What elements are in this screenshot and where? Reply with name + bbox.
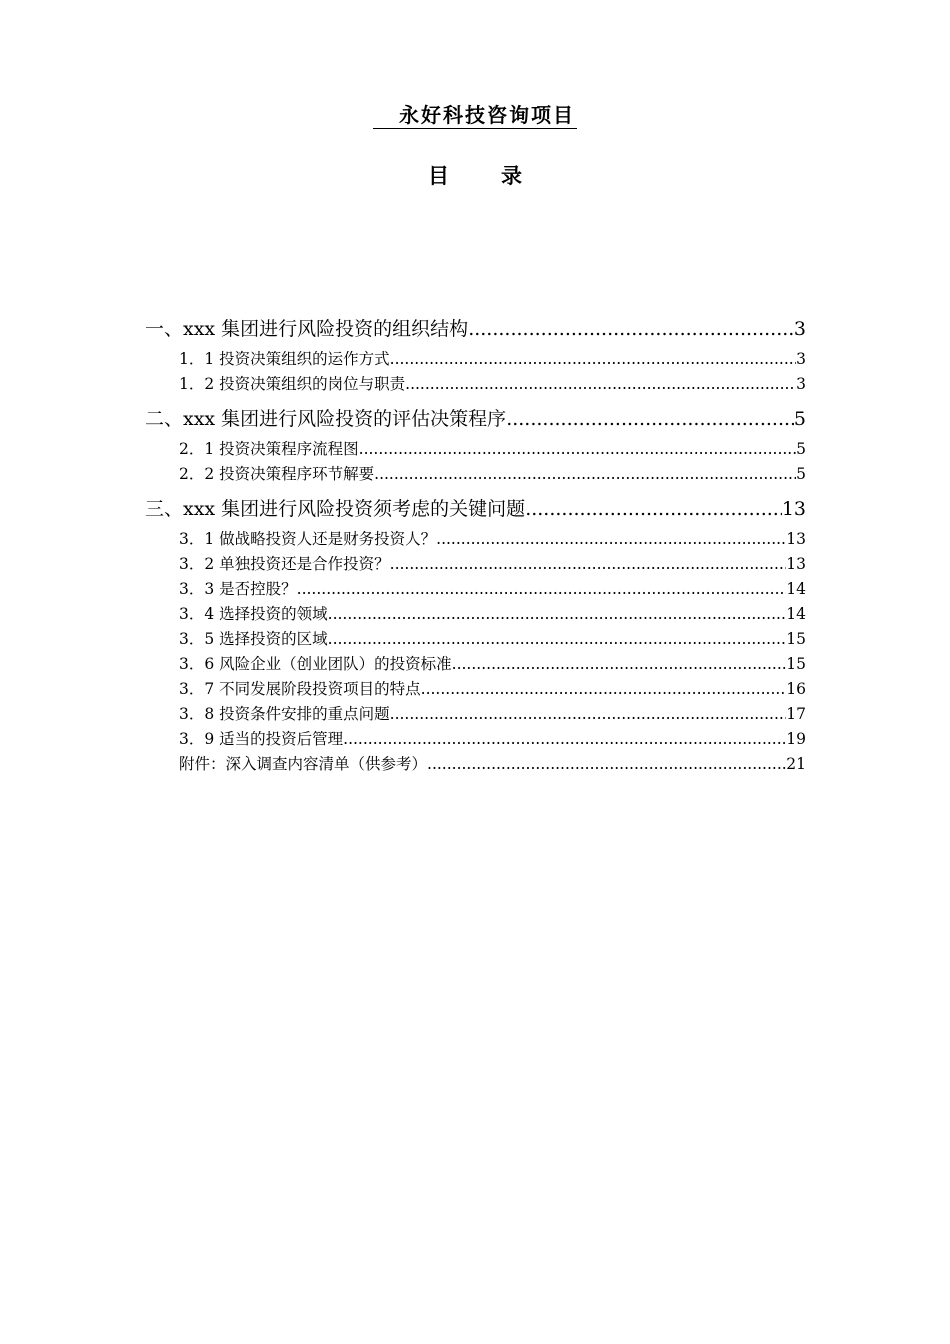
project-title: 永好科技咨询项目 [373,103,577,129]
toc-entry-3-8[interactable] [145,702,806,727]
toc-entry-1-2[interactable] [145,372,806,397]
toc-entry-text: 3．5 选择投资的区域 [179,630,328,648]
toc-leader-dots [525,491,782,527]
toc-entry-section-1[interactable] [145,311,806,347]
toc-entry-2-1[interactable] [145,437,806,462]
toc-leader-dots [328,627,787,652]
toc-entry-text: 一、xxx 集团进行风险投资的组织结构 [145,318,469,340]
toc-entry-appendix[interactable] [145,752,806,777]
toc-entry-3-3[interactable] [145,577,806,602]
toc-entry-3-6[interactable] [145,652,806,677]
toc-leader-dots [359,437,796,462]
toc-page-number: 5 [796,465,806,483]
toc-entry-text: 1．2 投资决策组织的岗位与职责 [179,375,406,393]
toc-page-number: 15 [786,655,806,673]
toc-page-number: 5 [796,440,806,458]
toc-entry-text: 3．8 投资条件安排的重点问题 [179,705,390,723]
toc-entry-text: 三、xxx 集团进行风险投资须考虑的关键问题 [145,498,526,520]
toc-page-number: 17 [786,705,806,723]
toc-entry-3-5[interactable] [145,627,806,652]
toc-leader-dots [405,372,796,397]
toc-entry-section-2[interactable] [145,401,806,437]
toc-page-number: 16 [786,680,806,698]
toc-entry-2-2[interactable] [145,462,806,487]
toc-entry-text: 2．1 投资决策程序流程图 [179,440,359,458]
table-of-contents [145,311,806,777]
toc-page-number: 13 [786,555,806,573]
toc-leader-dots [506,401,794,437]
toc-entry-3-9[interactable] [145,727,806,752]
toc-page-number: 15 [786,630,806,648]
toc-leader-dots [328,602,787,627]
toc-entry-text: 3．9 适当的投资后管理 [179,730,344,748]
toc-entry-section-3[interactable] [145,491,806,527]
toc-entry-text: 附件：深入调查内容清单（供参考） [179,755,428,773]
toc-entry-text: 3．2 单独投资还是合作投资？ [179,555,390,573]
toc-entry-3-7[interactable] [145,677,806,702]
toc-entry-text: 二、xxx 集团进行风险投资的评估决策程序 [145,408,507,430]
toc-entry-text: 3．3 是否控股？ [179,580,297,598]
toc-page-number: 3 [796,375,806,393]
toc-page-number: 13 [781,498,806,520]
toc-entry-text: 2．2 投资决策程序环节解要 [179,465,375,483]
toc-leader-dots [390,347,796,372]
toc-entry-3-2[interactable] [145,552,806,577]
toc-entry-3-4[interactable] [145,602,806,627]
document-header [0,103,950,129]
toc-entry-text: 3．7 不同发展阶段投资项目的特点 [179,680,421,698]
toc-leader-dots [390,552,787,577]
toc-leader-dots [390,702,787,727]
toc-entry-1-1[interactable] [145,347,806,372]
toc-page-number: 5 [793,408,806,430]
toc-entry-3-1[interactable] [145,527,806,552]
toc-entry-text: 1．1 投资决策组织的运作方式 [179,350,390,368]
toc-heading: 目录 [428,164,574,188]
toc-page-number: 3 [793,318,806,340]
toc-page-number: 19 [786,730,806,748]
toc-leader-dots [343,727,786,752]
toc-page-number: 14 [786,605,806,623]
toc-entry-text: 3．6 风险企业（创业团队）的投资标准 [179,655,452,673]
toc-leader-dots [427,752,786,777]
toc-entry-text: 3．1 做战略投资人还是财务投资人？ [179,530,437,548]
toc-leader-dots [374,462,796,487]
toc-page-number: 14 [786,580,806,598]
toc-leader-dots [468,311,794,347]
toc-leader-dots [436,527,786,552]
toc-page-number: 13 [786,530,806,548]
toc-leader-dots [452,652,787,677]
toc-leader-dots [421,677,787,702]
toc-page-number: 3 [796,350,806,368]
toc-entry-text: 3．4 选择投资的领域 [179,605,328,623]
toc-leader-dots [297,577,787,602]
toc-page-number: 21 [786,755,806,773]
